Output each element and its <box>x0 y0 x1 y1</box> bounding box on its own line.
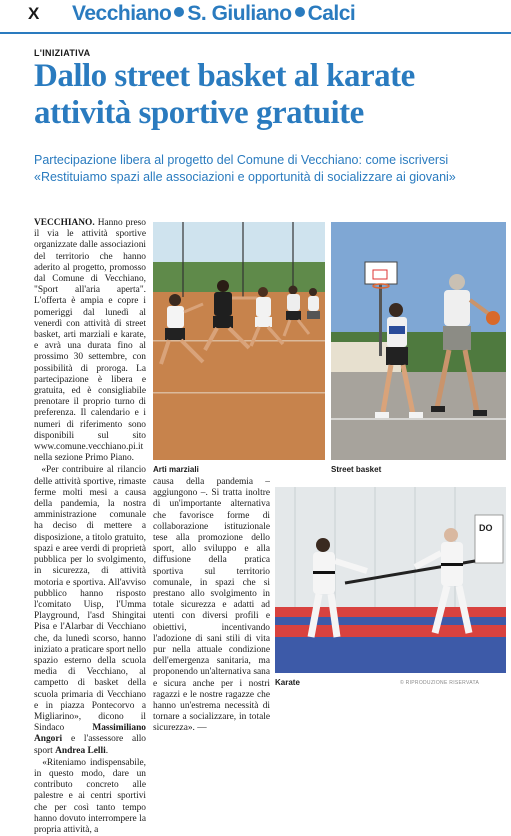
article-title: Dallo street basket al karate attività sportive gratuite <box>34 58 415 131</box>
assessor-name: Andrea Lelli <box>55 745 106 756</box>
dojo-sign-text: DO <box>479 523 493 533</box>
paragraph-1: Hanno preso il via le attività sportive organizzate dalle associazioni del territorio che hanno aderito al progetto, promosso dal Comune di Vecchiano, "Sport all'aria aperta". L'offerta è ampia e copre i pomeriggi dal lunedì al venerdì con attività di street basket, arti marziali e karate, e avrà una durata fino al prossimo 30 settembre, con possibilità di proroga. La partecipazione è libera e gratuita, ed è consigliabile prenotare il proprio turno di preferenza. Il calendario e i numeri di riferimento sono disponibili sul sito www.comune.vecchiano.pi.it nella sezione Primo Piano. <box>34 218 146 464</box>
paragraph-2: «Per contribuire al rilancio delle attività sportive, rimaste ferme molti mesi a causa della pandemia, la nostra amministrazione comunale ha deciso di mettere a disposizione, a titolo gratuito, spazi e aree verdi di proprietà pubblica per lo svolgimento, in sicurezza, di attività motoria e sportiva. All'avviso pubblico hanno risposto l'comitato Uisp, l'Umma Playground, l'asd Shingitai Pisa e l'Alarbar di Vecchiano che, da lunedì scorso, hanno iniziato a praticare sport nello spazio esterno della scuola media di Vecchiano, al campetto di basket della scuola primaria di Vecchiano e in piazza Pontecorvo a Migliarino», dicono il Sindaco <box>34 465 146 734</box>
article-column-middle <box>153 477 270 734</box>
copyright-credit: © RIPRODUZIONE RISERVATA <box>400 680 480 686</box>
close-button[interactable]: X <box>28 4 40 23</box>
article-kicker: L'INIZIATIVA <box>34 48 91 58</box>
martial-arts-illustration <box>153 222 325 460</box>
photo-arti-marziali <box>153 222 325 460</box>
article-column-left: VECCHIANO. Hanno preso il via le attività sportive organizzate dalle associazioni del territorio che hanno aderito al progetto, promosso dal Comune di Vecchiano, "Sport all'aria aperta". L'offerta è ampia e copre i pomeriggi dal lunedì al venerdì con attività di street basket, arti marziali e karate, e avrà una durata fino al prossimo 30 settembre, con possibilità di proroga. La partecipazione è libera e gratuita, ed è consigliabile prenotare il proprio turno di preferenza. Il calendario e i numeri di riferimento sono disponibili sul sito www.comune.vecchiano.pi.it nella sezione Primo Piano. «Per contribuire al rilancio delle attività sportive, rimaste ferme molti mesi a causa della pandemia, la nostra amministrazione comunale ha deciso di mettere a disposizione, a titolo gratuito, spazi e aree verdi di proprietà pubblica per lo svolgimento, in sicurezza, di attività motoria e sportiva. All'avviso pubblico hanno risposto l'comitato Uisp, l'Umma Playground, l'asd Shingitai Pisa e l'Alarbar di Vecchiano che, da lunedì scorso, hanno iniziato a praticare sport nello spazio esterno della scuola media di Vecchiano, al campetto di basket della scuola primaria di Vecchiano e in piazza Pontecorvo a Migliarino», dicono il Sindaco Massimiliano Angori e l'assessore allo sport Andrea Lelli. «Riteniamo indispensabile, in questo modo, dare un contributo concreto alle palestre e ai centri sportivi che per così tanto tempo hanno dovuto interrompere la propria attività, a <box>34 218 146 835</box>
mayor-name: Massimiliano Angori <box>34 723 146 745</box>
newspaper-header <box>0 0 511 34</box>
photo-karate <box>275 487 506 673</box>
town-vecchiano: Vecchiano <box>72 2 172 25</box>
paragraph-4: causa della pandemia – aggiungono –. Si tratta inoltre di un'importante alternativa che favorisce forme di collaborazione istituzionale tese alla promozione dello sport, allo sviluppo e alla diffusione della pratica sportiva sul territorio comunale, in spazi che si prestano allo svolgimento in totale sicurezza e adatti ad utenti con diversi profili e obiettivi, incentivando l'adozione di sani stili di vita pur nella attuale condizione dell'emergenza sanitaria, ma proponendo un'alternativa sana e sicura anche per i nostri ragazzi e le nostre ragazze che hanno un'estrema necessità di tornare a socializzare, in totale sicurezza». — <box>153 477 270 734</box>
town-san-giuliano: S. Giuliano <box>187 2 292 25</box>
subtitle-line-1: Partecipazione libera al progetto del Comune di Vecchiano: come iscriversi <box>34 153 449 167</box>
paragraph-3: «Riteniamo indispensabile, in questo modo, dare un contributo concreto alle palestre e ai centri sportivi che per così tanto tempo hanno dovuto interrompere la propria attività, a <box>34 757 146 835</box>
bullet-dot-icon <box>295 7 305 17</box>
photo-street-basket <box>331 222 506 460</box>
bullet-dot-icon <box>174 7 184 17</box>
dateline: VECCHIANO. <box>34 218 95 228</box>
section-towns <box>72 2 355 26</box>
subtitle-line-2: «Restituiamo spazi alle associazioni e opportunità di socializzare ai giovani» <box>34 170 456 184</box>
paragraph-2-tail: e l'assessore allo sport <box>34 734 146 756</box>
karate-illustration <box>275 487 506 673</box>
article-subtitle <box>34 152 504 186</box>
town-calci: Calci <box>307 2 356 25</box>
caption-karate: Karate <box>275 678 300 687</box>
caption-street-basket: Street basket <box>331 465 382 474</box>
caption-arti-marziali: Arti marziali <box>153 465 199 474</box>
street-basket-illustration <box>331 222 506 460</box>
